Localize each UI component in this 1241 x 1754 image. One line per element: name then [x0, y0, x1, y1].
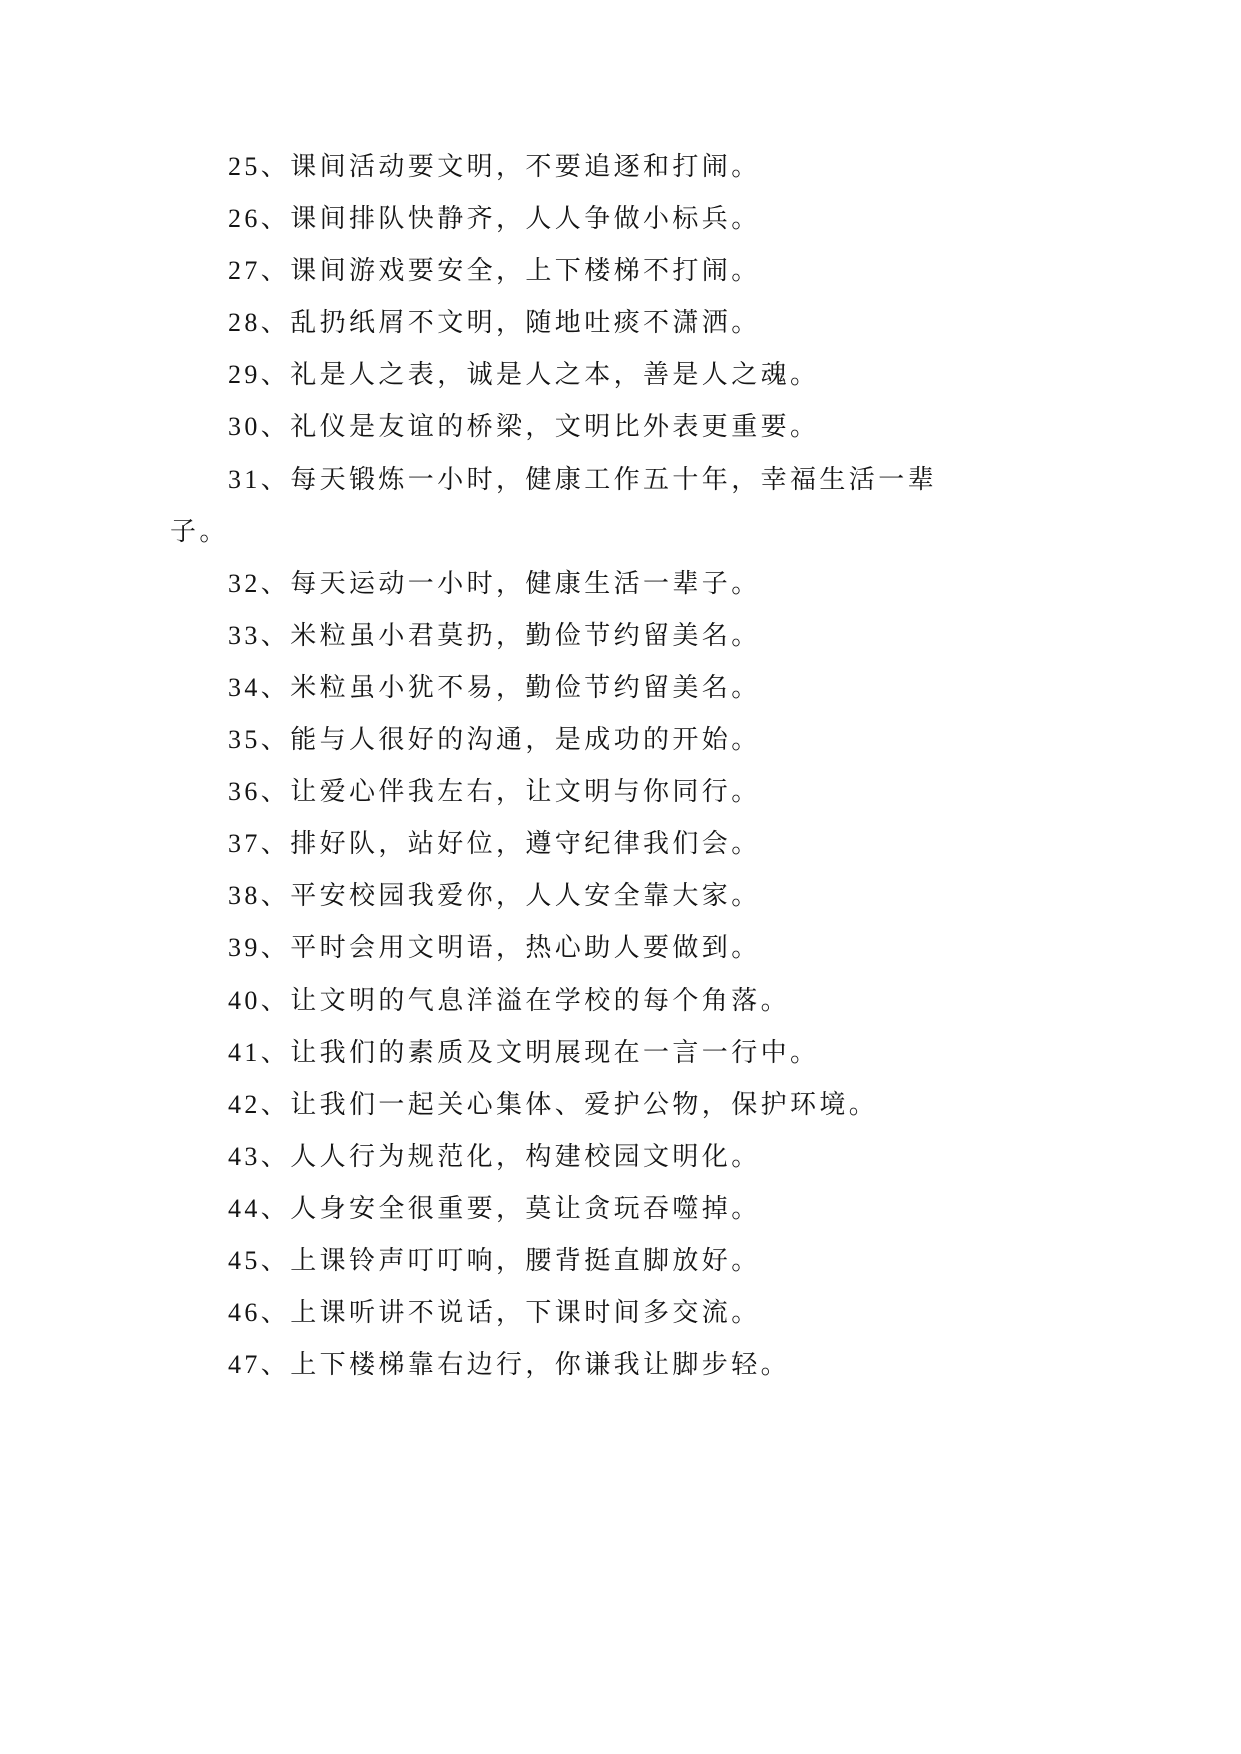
- slogan-list: [170, 141, 950, 1391]
- list-item: 25、课间活动要文明，不要追逐和打闹。: [228, 152, 761, 181]
- list-item: 47、上下楼梯靠右边行，你谦我让脚步轻。: [228, 1350, 791, 1380]
- list-item: 33、米粒虽小君莫扔，勤俭节约留美名。: [228, 620, 761, 650]
- list-item: 29、礼是人之表，诚是人之本，善是人之魂。: [228, 360, 820, 390]
- list-item: 45、上课铃声叮叮响，腰背挺直脚放好。: [228, 1245, 761, 1275]
- list-item: 27、课间游戏要安全，上下楼梯不打闹。: [228, 256, 761, 286]
- list-item: 35、能与人很好的沟通，是成功的开始。: [228, 725, 761, 755]
- list-item: 31、每天锻炼一小时，健康工作五十年，幸福生活一辈子。: [170, 464, 938, 546]
- list-item: 39、平时会用文明语，热心助人要做到。: [228, 933, 761, 963]
- list-item: 36、让爱心伴我左右，让文明与你同行。: [228, 777, 761, 807]
- list-item: 32、每天运动一小时，健康生活一辈子。: [228, 568, 761, 598]
- list-item: 34、米粒虽小犹不易，勤俭节约留美名。: [228, 672, 761, 702]
- list-item: 38、平安校园我爱你，人人安全靠大家。: [228, 881, 761, 911]
- list-item: 41、让我们的素质及文明展现在一言一行中。: [228, 1037, 820, 1067]
- list-item: 26、课间排队快静齐，人人争做小标兵。: [228, 204, 761, 234]
- list-item: 37、排好队，站好位，遵守纪律我们会。: [228, 829, 761, 859]
- list-item: 46、上课听讲不说话，下课时间多交流。: [228, 1298, 761, 1328]
- list-item: 40、让文明的气息洋溢在学校的每个角落。: [228, 985, 791, 1015]
- list-item: 28、乱扔纸屑不文明，随地吐痰不潇洒。: [228, 308, 761, 338]
- list-item: 30、礼仪是友谊的桥梁，文明比外表更重要。: [228, 412, 820, 442]
- list-item: 43、人人行为规范化，构建校园文明化。: [228, 1141, 761, 1171]
- list-item: 44、人身安全很重要，莫让贪玩吞噬掉。: [228, 1193, 761, 1223]
- list-item: 42、让我们一起关心集体、爱护公物，保护环境。: [228, 1089, 879, 1119]
